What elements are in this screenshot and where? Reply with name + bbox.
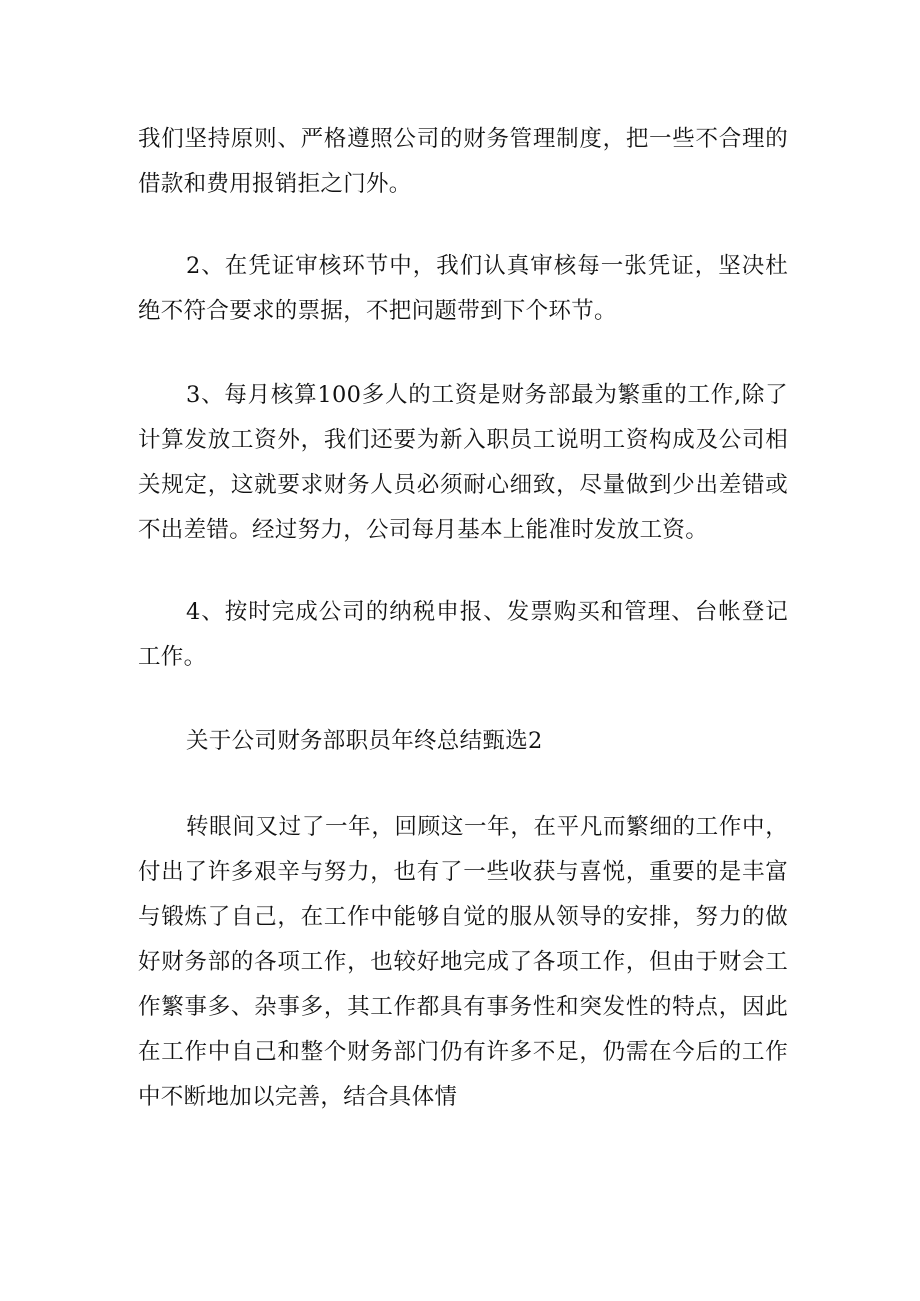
paragraph-body: 转眼间又过了一年，回顾这一年，在平凡而繁细的工作中，付出了许多艰辛与努力，也有了一些收获与喜悦，重要的是丰富与锻炼了自己，在工作中能够自觉的服从领导的安排，努力的做好财务部的各项工作，也较好地完成了各项工作，但由于财会工作繁事多、杂事多，其工作都具有事务性和突发性的特点，因此在工作中自己和整个财务部门仍有许多不足，仍需在今后的工作中不断地加以完善，结合具体情 [138, 814, 788, 1110]
paragraph-item-4: 4、按时完成公司的纳税申报、发票购买和管理、台帐登记工作。 [138, 599, 788, 670]
paragraph-item-3: 3、每月核算100多人的工资是财务部最为繁重的工作,除了计算发放工资外，我们还要为新入职员工说明工资构成及公司相关规定，这就要求财务人员必须耐心细致，尽量做到少出差错或不出差错。经过努力，公司每月基本上能准时发放工资。 [138, 382, 788, 543]
section-title: 关于公司财务部职员年终总结甄选2 [186, 728, 543, 754]
paragraph-policy: 我们坚持原则、严格遵照公司的财务管理制度，把一些不合理的借款和费用报销拒之门外。 [138, 126, 788, 197]
paragraph-item-2: 2、在凭证审核环节中，我们认真审核每一张凭证，坚决杜绝不符合要求的票据，不把问题带到下个环节。 [138, 253, 788, 324]
